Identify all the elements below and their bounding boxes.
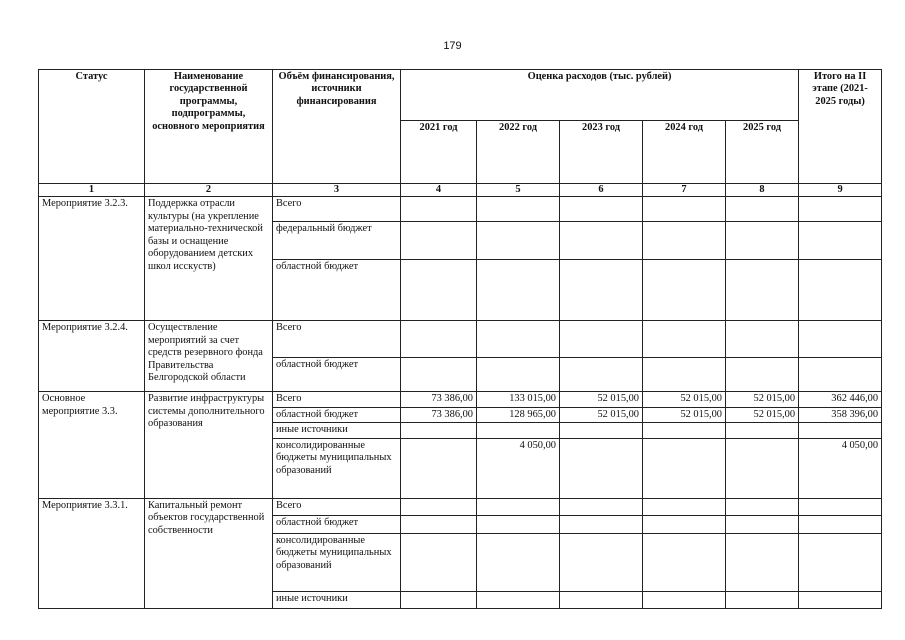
row-source: консолидированные бюджеты муниципальных образований bbox=[273, 533, 401, 591]
value-2025: 52 015,00 bbox=[726, 407, 799, 422]
value-2025 bbox=[726, 498, 799, 515]
value-2023 bbox=[560, 423, 643, 438]
value-total bbox=[799, 222, 882, 260]
value-2024 bbox=[643, 197, 726, 222]
value-2024 bbox=[643, 423, 726, 438]
table-row bbox=[39, 197, 882, 222]
value-total bbox=[799, 197, 882, 222]
value-2022 bbox=[477, 423, 560, 438]
value-2022 bbox=[477, 197, 560, 222]
value-2022 bbox=[477, 321, 560, 358]
value-total: 358 396,00 bbox=[799, 407, 882, 422]
value-total bbox=[799, 321, 882, 358]
row-status: Мероприятие 3.3.1. bbox=[39, 498, 145, 608]
row-source: иные источники bbox=[273, 591, 401, 608]
column-number: 5 bbox=[477, 184, 560, 197]
row-name: Поддержка отрасли культуры (на укрепление материально-технической базы и оснащение оборудованием детских школ исскуств) bbox=[145, 197, 273, 321]
value-2025 bbox=[726, 260, 799, 321]
value-2022 bbox=[477, 222, 560, 260]
value-2023 bbox=[560, 533, 643, 591]
value-2024: 52 015,00 bbox=[643, 407, 726, 422]
row-source: областной бюджет bbox=[273, 407, 401, 422]
value-2024 bbox=[643, 260, 726, 321]
value-2021 bbox=[401, 438, 477, 498]
header-year-2024: 2024 год bbox=[643, 121, 726, 184]
value-2023 bbox=[560, 358, 643, 392]
header-name: Наименование государственной программы, подпрограммы, основного мероприятия bbox=[145, 70, 273, 184]
value-2023 bbox=[560, 197, 643, 222]
row-name: Капитальный ремонт объектов государственной собственности bbox=[145, 498, 273, 608]
header-year-2025: 2025 год bbox=[726, 121, 799, 184]
value-2025 bbox=[726, 533, 799, 591]
value-total bbox=[799, 423, 882, 438]
value-2024 bbox=[643, 591, 726, 608]
value-total bbox=[799, 260, 882, 321]
value-2025 bbox=[726, 358, 799, 392]
value-2024: 52 015,00 bbox=[643, 392, 726, 407]
value-2024 bbox=[643, 222, 726, 260]
value-2023 bbox=[560, 321, 643, 358]
value-2023 bbox=[560, 498, 643, 515]
column-number-row bbox=[39, 184, 882, 197]
value-2024 bbox=[643, 321, 726, 358]
value-2021 bbox=[401, 222, 477, 260]
value-2023: 52 015,00 bbox=[560, 392, 643, 407]
value-2024 bbox=[643, 515, 726, 533]
value-2021 bbox=[401, 423, 477, 438]
value-2022 bbox=[477, 358, 560, 392]
row-source: областной бюджет bbox=[273, 260, 401, 321]
value-2025 bbox=[726, 515, 799, 533]
value-2022: 4 050,00 bbox=[477, 438, 560, 498]
row-source: Всего bbox=[273, 321, 401, 358]
table-row bbox=[39, 498, 882, 515]
column-number: 7 bbox=[643, 184, 726, 197]
row-source: Всего bbox=[273, 498, 401, 515]
value-2024 bbox=[643, 358, 726, 392]
value-2023 bbox=[560, 515, 643, 533]
header-volume: Объём финансирования, источники финансирования bbox=[273, 70, 401, 184]
header-year-2021: 2021 год bbox=[401, 121, 477, 184]
value-2023: 52 015,00 bbox=[560, 407, 643, 422]
row-source: иные источники bbox=[273, 423, 401, 438]
value-2024 bbox=[643, 438, 726, 498]
value-2025: 52 015,00 bbox=[726, 392, 799, 407]
column-number: 9 bbox=[799, 184, 882, 197]
value-2023 bbox=[560, 591, 643, 608]
column-number: 4 bbox=[401, 184, 477, 197]
header-year-2023: 2023 год bbox=[560, 121, 643, 184]
value-2021 bbox=[401, 321, 477, 358]
row-source: консолидированные бюджеты муниципальных образований bbox=[273, 438, 401, 498]
row-source: федеральный бюджет bbox=[273, 222, 401, 260]
row-status: Мероприятие 3.2.3. bbox=[39, 197, 145, 321]
row-source: областной бюджет bbox=[273, 515, 401, 533]
row-name: Развитие инфраструктуры системы дополнительного образования bbox=[145, 392, 273, 498]
row-status: Мероприятие 3.2.4. bbox=[39, 321, 145, 392]
header-status: Статус bbox=[39, 70, 145, 184]
table-row bbox=[39, 392, 882, 407]
value-2022 bbox=[477, 591, 560, 608]
value-total: 4 050,00 bbox=[799, 438, 882, 498]
value-2021 bbox=[401, 515, 477, 533]
value-2025 bbox=[726, 423, 799, 438]
column-number: 2 bbox=[145, 184, 273, 197]
value-2022 bbox=[477, 260, 560, 321]
value-2022 bbox=[477, 498, 560, 515]
column-number: 3 bbox=[273, 184, 401, 197]
value-2021 bbox=[401, 533, 477, 591]
value-2025 bbox=[726, 438, 799, 498]
value-2024 bbox=[643, 533, 726, 591]
row-name: Осуществление мероприятий за счет средств резервного фонда Правительства Белгородской области bbox=[145, 321, 273, 392]
header-total: Итого на II этапе (2021-2025 годы) bbox=[799, 70, 882, 184]
row-status: Основное мероприятие 3.3. bbox=[39, 392, 145, 498]
value-total bbox=[799, 515, 882, 533]
value-2021 bbox=[401, 498, 477, 515]
value-2025 bbox=[726, 321, 799, 358]
value-2021 bbox=[401, 197, 477, 222]
column-number: 1 bbox=[39, 184, 145, 197]
value-2022 bbox=[477, 515, 560, 533]
value-2021: 73 386,00 bbox=[401, 407, 477, 422]
value-2022: 133 015,00 bbox=[477, 392, 560, 407]
value-2022 bbox=[477, 533, 560, 591]
value-2023 bbox=[560, 438, 643, 498]
value-total bbox=[799, 498, 882, 515]
value-total bbox=[799, 591, 882, 608]
budget-table bbox=[38, 69, 882, 609]
value-2023 bbox=[560, 222, 643, 260]
table-row bbox=[39, 321, 882, 358]
value-2021 bbox=[401, 591, 477, 608]
header-estimate: Оценка расходов (тыс. рублей) bbox=[401, 70, 799, 121]
header-year-2022: 2022 год bbox=[477, 121, 560, 184]
value-total bbox=[799, 533, 882, 591]
row-source: областной бюджет bbox=[273, 358, 401, 392]
value-total: 362 446,00 bbox=[799, 392, 882, 407]
row-source: Всего bbox=[273, 392, 401, 407]
row-source: Всего bbox=[273, 197, 401, 222]
column-number: 8 bbox=[726, 184, 799, 197]
page-number: 179 bbox=[443, 40, 462, 52]
value-2024 bbox=[643, 498, 726, 515]
value-2025 bbox=[726, 591, 799, 608]
value-2021 bbox=[401, 260, 477, 321]
value-2025 bbox=[726, 222, 799, 260]
column-number: 6 bbox=[560, 184, 643, 197]
value-2023 bbox=[560, 260, 643, 321]
value-total bbox=[799, 358, 882, 392]
value-2025 bbox=[726, 197, 799, 222]
value-2022: 128 965,00 bbox=[477, 407, 560, 422]
value-2021: 73 386,00 bbox=[401, 392, 477, 407]
value-2021 bbox=[401, 358, 477, 392]
